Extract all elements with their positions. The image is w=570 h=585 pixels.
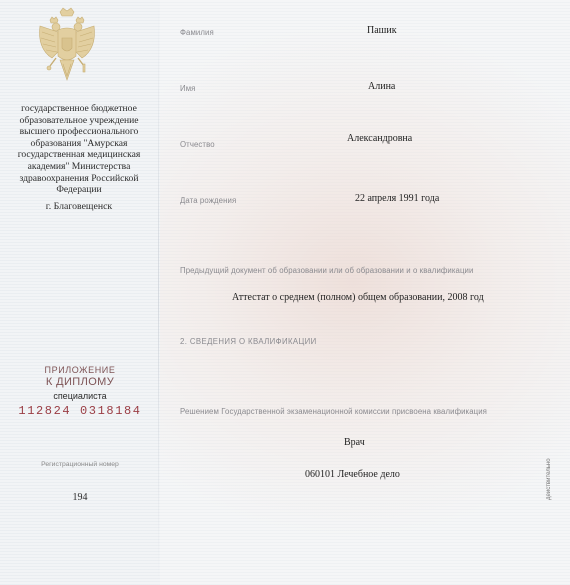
serial-number: 112824 0318184 — [18, 404, 142, 418]
previous-document-label: Предыдущий документ об образовании или об образовании и о квалификации — [180, 266, 474, 275]
appendix-heading-line2: К ДИПЛОМУ — [45, 376, 115, 388]
institution-name: государственное бюджетное образовательное учреждение высшего профессионального образования "Амурская государственная медицинская академия" Министерства здравоохранения Российской Федерации — [17, 103, 141, 196]
qualification-value: Врач — [344, 437, 365, 448]
section-2-title: 2. СВЕДЕНИЯ О КВАЛИФИКАЦИИ — [180, 337, 317, 346]
surname-value: Пашик — [367, 25, 397, 36]
date-of-birth-value: 22 апреля 1991 года — [355, 193, 440, 204]
edge-stamp-text: действительно — [546, 458, 552, 500]
registration-number: 194 — [72, 492, 88, 503]
appendix-heading-line3: специалиста — [53, 391, 107, 401]
registration-number-label: Регистрационный номер — [41, 461, 119, 468]
appendix-heading-line1: ПРИЛОЖЕНИЕ — [44, 365, 116, 375]
patronymic-label: Отчество — [180, 140, 215, 149]
patronymic-value: Александровна — [347, 133, 413, 144]
russian-coat-of-arms-emblem-icon — [36, 6, 98, 88]
date-of-birth-label: Дата рождения — [180, 196, 237, 205]
commission-decision-label: Решением Государственной экзаменационной комиссии присвоена квалификация — [180, 407, 487, 416]
name-value: Алина — [368, 81, 396, 92]
name-label: Имя — [180, 84, 196, 93]
institution-city: г. Благовещенск — [45, 201, 113, 212]
surname-label: Фамилия — [180, 28, 214, 37]
specialty-value: 060101 Лечебное дело — [305, 469, 400, 480]
panel-divider — [158, 0, 159, 585]
previous-document-value: Аттестат о среднем (полном) общем образовании, 2008 год — [232, 292, 484, 303]
